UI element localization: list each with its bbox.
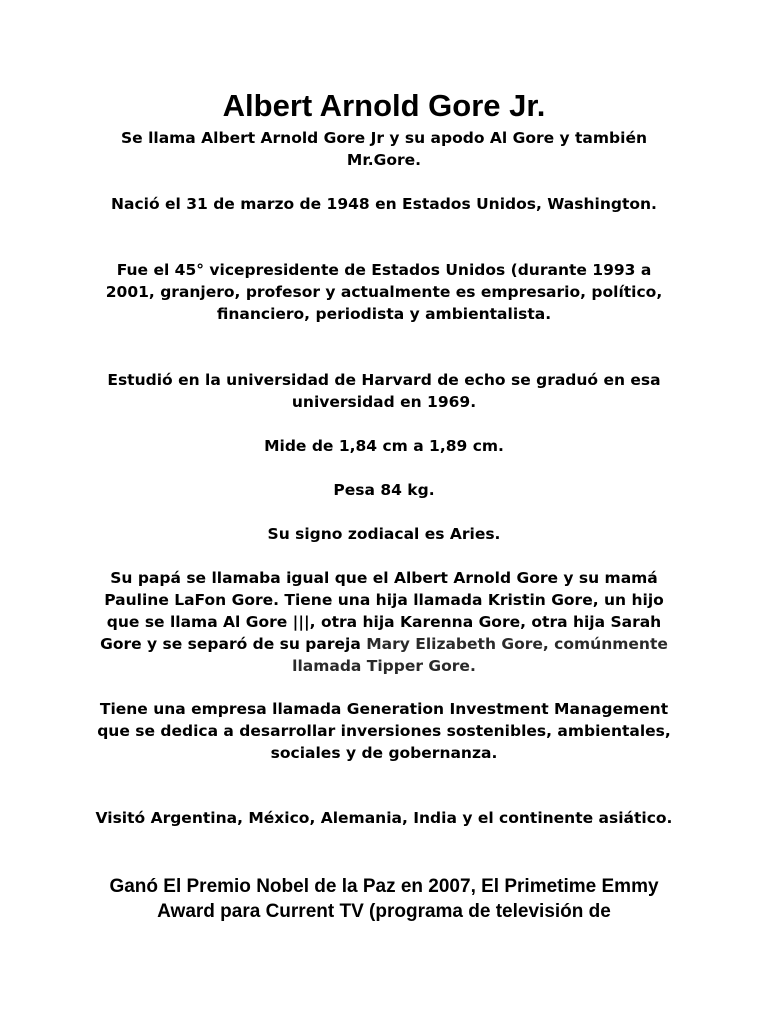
- paragraph-company: Tiene una empresa llamada Generation Investment Management que se dedica a desarrollar inversiones sostenibles, ambientales, sociales y de gobernanza.: [97, 700, 671, 762]
- paragraph-family-main: Su papá se llamaba igual que el Albert Arnold Gore y su mamá Pauline LaFon Gore. Tiene una hija llamada Kristin Gore, un hijo que se llama Al Gore |||, otra hija Karenna Gore, otra hija Sarah Gore y se separó de su pareja: [100, 569, 664, 653]
- document-title: Albert Arnold Gore Jr.: [222, 88, 546, 123]
- paragraph-family-tail: Mary Elizabeth Gore, comúnmente llamada Tipper Gore.: [292, 635, 668, 675]
- paragraph-weight: Pesa 84 kg.: [333, 481, 435, 499]
- paragraph-zodiac: Su signo zodiacal es Aries.: [267, 525, 501, 543]
- paragraph-name: Se llama Albert Arnold Gore Jr y su apodo Al Gore y también Mr.Gore.: [121, 129, 647, 169]
- paragraph-family: [92, 567, 676, 677]
- paragraph-height: Mide de 1,84 cm a 1,89 cm.: [264, 437, 504, 455]
- paragraph-birth: Nació el 31 de marzo de 1948 en Estados Unidos, Washington.: [111, 195, 657, 213]
- paragraph-awards: Ganó El Premio Nobel de la Paz en 2007, El Primetime Emmy Award para Current TV (programa de televisión de: [109, 876, 659, 922]
- paragraph-travel: Visitó Argentina, México, Alemania, India y el continente asiático.: [95, 809, 673, 827]
- paragraph-career: Fue el 45° vicepresidente de Estados Unidos (durante 1993 a 2001, granjero, profesor y actualmente es empresario, político, financiero, periodista y ambientalista.: [105, 261, 663, 323]
- paragraph-education: Estudió en la universidad de Harvard de echo se graduó en esa universidad en 1969.: [107, 371, 661, 411]
